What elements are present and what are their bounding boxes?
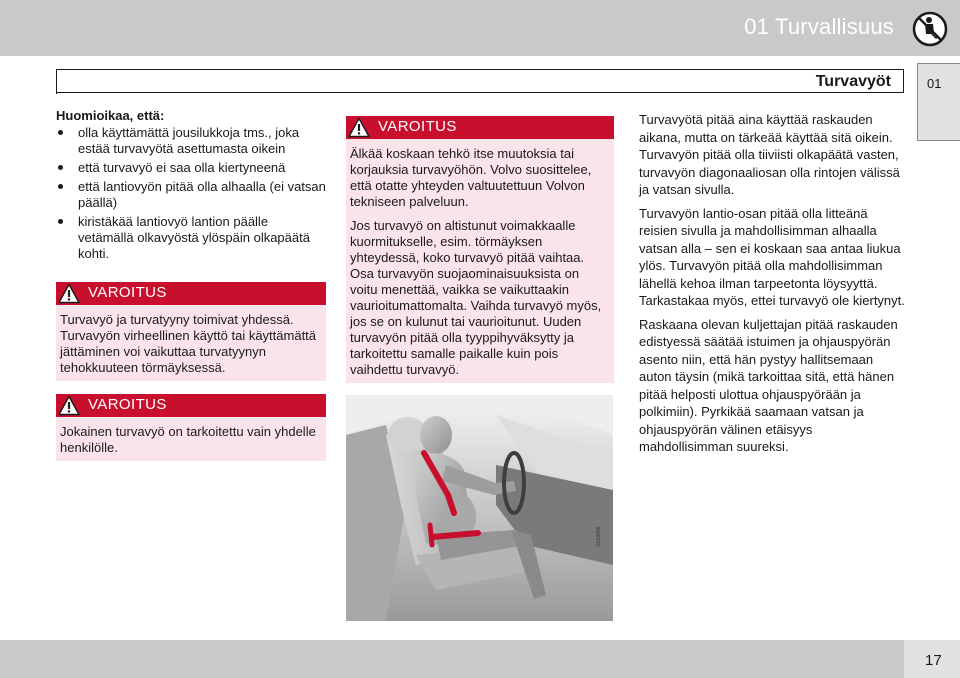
warning-box: [56, 394, 326, 461]
list-item: että lantiovyön pitää olla alhaalla (ei vatsan päällä): [56, 179, 326, 211]
pregnant-driver-illustration: [346, 395, 613, 621]
body-paragraph: Turvavyötä pitää aina käyttää raskauden aikana, mutta on tärkeää käyttää sitä oikein. Turvavyön pitää olla tiiviisti olkapäätä vasten, turvavyön diagonaaliosan olla rintojen välissä ja vatsan sivulla.: [639, 112, 900, 197]
body-paragraph: Turvavyön lantio-osan pitää olla litteänä reisien sivulla ja mahdollisimman alhaalla vatsan alla – sen ei koskaan saa antaa liukua ylös. Turvavyön pitää olla mahdollisimman lähellä kehoa ilman tarpeetonta löysyyttä. Tarkastakaa myös, ettei turvavyö ole kiertynyt.: [639, 205, 905, 308]
warning-text: Turvavyö ja turvatyyny toimivat yhdessä. Turvavyön virheellinen käyttö tai käyttämättä jättäminen voi vaikuttaa turvatyynyn tehokkuuteen törmäyksessä.: [60, 312, 317, 375]
warning-header: [56, 394, 326, 417]
chapter-tab-label: 01: [927, 76, 942, 91]
warning-title: VAROITUS: [378, 118, 457, 135]
page-number-box: [904, 640, 960, 678]
no-seatbelt-obstruction-icon: [912, 11, 948, 47]
warning-box: [346, 116, 614, 383]
warning-paragraph: Älkää koskaan tehkö itse muutoksia tai korjauksia turvavyöhön. Volvo suosittelee, että otatte yhteyden valtuutettuun Volvon tekniseen palveluun.: [350, 146, 592, 209]
list-item: että turvavyö ei saa olla kiertyneenä: [56, 160, 326, 176]
warning-box: [56, 282, 326, 381]
warning-triangle-icon: [58, 283, 80, 304]
chapter-title: 01 Turvallisuus: [744, 14, 894, 39]
section-title-box: [56, 69, 904, 93]
chapter-tab: [917, 63, 960, 141]
note-heading: Huomioikaa, että:: [56, 108, 165, 123]
list-item: olla käyttämättä jousilukkoja tms., joka estää turvavyötä asettumasta oikein: [56, 125, 326, 157]
body-paragraph: Raskaana olevan kuljettajan pitää raskauden edistyessä säätää istuimen ja ohjauspyörän asento niin, että hän pystyy hallitsemaan auton täysin (mikä tarkoittaa sitä, että hänen pitää helposti ulottua ohjauspyörään ja polkimiin). Pyrkikää saamaan vatsan ja ohjauspyörän välinen etäisyys mahdollisimman suureksi.: [639, 316, 898, 454]
section-title: Turvavyöt: [815, 73, 891, 90]
warning-title: VAROITUS: [88, 284, 167, 301]
list-item: kiristäkää lantiovyö lantion päälle vetämällä olkavyöstä ylöspäin olkapäätä kohti.: [56, 214, 326, 262]
column-1: [56, 108, 326, 461]
header-bar: [0, 0, 960, 56]
note-list: [56, 125, 326, 262]
warning-triangle-icon: [58, 395, 80, 416]
footer-bar: [0, 640, 960, 678]
warning-body: [346, 139, 614, 383]
warning-title: VAROITUS: [88, 396, 167, 413]
warning-header: [346, 116, 614, 139]
column-2: [346, 116, 614, 419]
warning-body: [56, 417, 326, 461]
image-reference-code: G020696: [596, 526, 602, 547]
warning-triangle-icon: [348, 117, 370, 138]
warning-paragraph: Jos turvavyö on altistunut voimakkaalle kuormitukselle, esim. törmäyksen yhteydessä, koko turvavyö pitää vaihtaa. Osa turvavyön suojaominaisuuksista on voitu menettää, vaikka se vaikuttaakin vaurioitumattomalta. Vaihda turvavyö myös, jos se on kulunut tai vaurioitunut. Uuden turvavyön pitää olla tyyppihyväksytty ja tarkoitettu samalle paikalle kuin pois vaihdettu turvavyö.: [350, 218, 602, 377]
warning-body: [56, 305, 326, 381]
column-3: [639, 111, 907, 456]
warning-text: Jokainen turvavyö on tarkoitettu vain yhdelle henkilölle.: [60, 424, 316, 455]
warning-header: [56, 282, 326, 305]
page-number: 17: [925, 652, 942, 669]
